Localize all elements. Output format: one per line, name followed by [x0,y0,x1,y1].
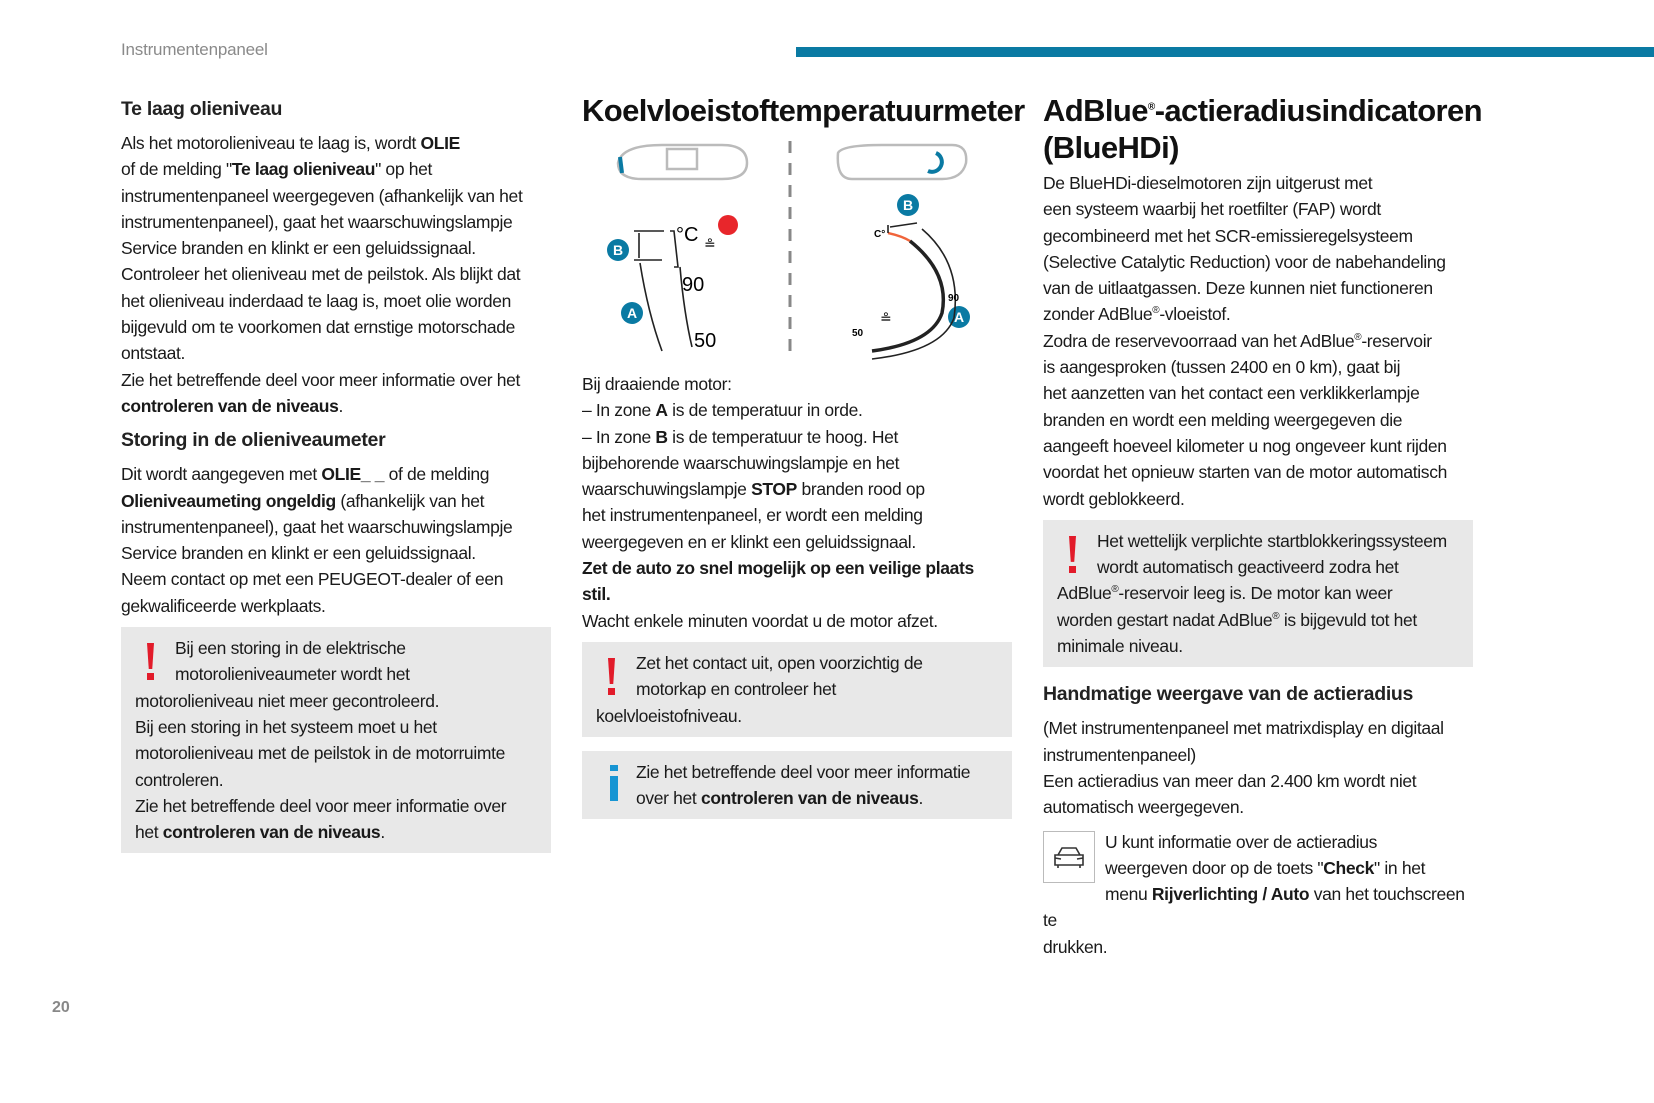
text-run: -reservoir leeg is. De motor kan weer worden gestart nadat AdBlue [1057,583,1393,630]
text-run: B [655,426,668,447]
zone-a-label-right: A [953,309,965,325]
text-run: is de temperatuur te hoog. Het bijbehorende waarschuwingslampje en het waarschuwingslampje [582,426,900,500]
text-run: . [338,395,344,416]
section-heading [582,92,1025,129]
body-text [1043,829,1483,960]
body-text [121,130,561,419]
text-run: -reservoir is aangesproken (tussen 2400 en 0 km), gaat bij het aanzetten van het contact een verklikkerlampje branden en wordt een melding weergegeven die aangeeft hoeveel kilometer u nog ongeveer kunt rijden voordat het opnieuw starten van de motor automatisch wordt geblokkeerd. [1043,330,1447,509]
zone-a-label: A [626,305,638,321]
unit-label-right: C° [874,229,886,240]
text-run: Handmatige weergave van de actieradius [1043,683,1414,706]
warning-light-icon [718,215,738,235]
text-run: Te laag olieniveau [121,98,283,120]
warning-exclamation-icon [1057,528,1095,578]
text-run: is de temperatuur in orde. – In zone [582,400,863,447]
text-run: Bij draaiende motor: – In zone [582,374,732,421]
text-run: -vloeistof. Zodra de reservevoorraad van het AdBlue [1043,304,1355,351]
text-run: Bij een storing in de elektrische motorolieniveaumeter wordt het motorolieniveau niet meer gecontroleerd. Bij een storing in het systeem moet u het motorolieniveau met de peilstok in de motorruimte controleren. Zie het betreffende deel voor meer informatie over het [135,638,507,843]
text-run: controleren van de niveaus [162,822,381,843]
registered-mark: ® [1272,610,1280,622]
text-run: Te laag olieniveau [231,159,376,180]
text-run: . [918,788,923,809]
text-run: " op het instrumentenpaneel weergegeven (afhankelijk van het instrumentenpaneel), gaat het waarschuwingslampje Service branden en klinkt er een geluidssignaal. Controleer het olieniveau met de peilstok. Als blijkt dat het olieniveau inderdaad te laag is, moet olie worden bijgevuld om te voorkomen dat ernstige motorschade ontstaat. Zie het betreffende deel voor meer informatie over het [121,159,523,390]
text-run: Check [1323,857,1375,878]
subsection-heading [1043,681,1483,707]
unit-label: °C [676,224,699,246]
text-run: OLIE_ _ [321,464,385,485]
registered-mark: ® [1147,101,1155,113]
column-adblue [1043,92,1483,968]
text-run: van het touchscreen te drukken. [1043,884,1465,957]
text-run: Wacht enkele minuten voordat u de motor afzet. [582,610,938,631]
tick-50: 50 [694,330,717,352]
zone-b-label: B [612,242,624,258]
dashboard-left-icon [618,145,747,179]
warning-note [1043,520,1473,667]
text-run: (afhankelijk van het instrumentenpaneel), gaat het waarschuwingslampje Service branden en klinkt er een geluidssignaal. Neem contact op met een PEUGEOT-dealer of een gekwalificeerde werkplaats. [121,490,513,616]
text-run: Zet het contact uit, open voorzichtig de motorkap en controleer het koelvloeistofniveau. [596,652,923,726]
warning-note [582,642,1012,737]
page-number: 20 [52,999,70,1016]
section-title: Instrumentenpaneel [121,40,268,59]
text-run: Olieniveaumeting ongeldig [121,490,336,511]
info-note [582,751,1012,820]
text-run: Als het motorolieniveau te laag is, wordt [121,133,421,153]
text-run: A [655,400,668,421]
gauge-highlight-left [620,157,622,173]
text-run: of de melding [388,464,490,485]
text-run: Rijverlichting / Auto [1151,884,1310,905]
text-run: is bijgevuld tot het minimale niveau. [1057,609,1417,657]
coolant-icon: ≗ [704,236,716,252]
column-coolant-temperature [582,92,1025,833]
text-run: OLIE [420,133,460,153]
text-run: controleren van de niveaus [121,395,339,416]
text-run: Storing in de olieniveaumeter [121,429,386,452]
tick-50-right: 50 [852,328,864,339]
text-run: (Met instrumentenpaneel met matrixdisplay en digitaal instrumentenpaneel) Een actieradius van meer dan 2.400 km wordt niet automatisch weergegeven. [1043,718,1444,818]
registered-mark: ® [1111,584,1119,596]
text-run: Het wettelijk verplichte startblokkeringssysteem wordt automatisch geactiveerd zodra het AdBlue [1057,530,1447,604]
text-run: De BlueHDi-dieselmotoren zijn uitgerust met een systeem waarbij het roetfilter (FAP) wordt gecombineerd met het SCR-emissieregelsysteem (Selective Catalytic Reduction) voor de nabehandeling van de uitlaatgassen. Deze kunnen niet functioneren zonder AdBlue [1043,173,1446,325]
text-run: " in het menu [1105,857,1426,905]
dashboard-right-icon [838,145,966,179]
coolant-icon-right: ≗ [880,310,892,326]
text-run: -actieradiusindicatoren (BlueHDi) [1043,93,1482,165]
text-run: STOP [751,479,797,500]
text-run: Dit wordt aangegeven met [121,464,322,485]
text-run: of de melding " [121,159,232,180]
warning-note [121,627,551,853]
gauge-highlight-right [928,153,942,172]
body-text [582,371,1022,634]
text-run: branden rood op het instrumentenpaneel, er wordt een melding weergegeven en er klinkt een geluidssignaal. [582,479,925,552]
subsection-heading [121,96,561,122]
subsection-heading [121,427,561,453]
warning-exclamation-icon [135,635,173,685]
registered-mark: ® [1354,331,1362,343]
body-text [121,461,561,619]
text-run: controleren van de niveaus [700,788,919,809]
warning-exclamation-icon [596,650,634,700]
text-run: U kunt informatie over de actieradius weergeven door op de toets " [1105,831,1378,878]
header-accent-bar [796,47,1654,57]
text-run: Zet de auto zo snel mogelijk op een veilige plaats stil. [582,558,974,605]
column-oil-level [121,96,561,867]
text-run: . [380,822,385,843]
tick-90: 90 [682,274,705,296]
info-icon [596,759,634,809]
text-run: AdBlue [1043,93,1148,128]
zone-b-label-right: B [902,197,914,213]
registered-mark: ® [1152,305,1160,317]
text-run: Zie het betreffende deel voor meer informatie over het [636,761,971,809]
coolant-gauge-diagram [582,133,982,363]
car-menu-icon [1043,831,1095,883]
body-text [1043,715,1483,820]
text-run: Koelvloeistoftemperatuurmeter [582,93,1025,128]
tick-90-right: 90 [948,293,960,304]
section-heading [1043,92,1483,166]
body-text [1043,170,1483,512]
